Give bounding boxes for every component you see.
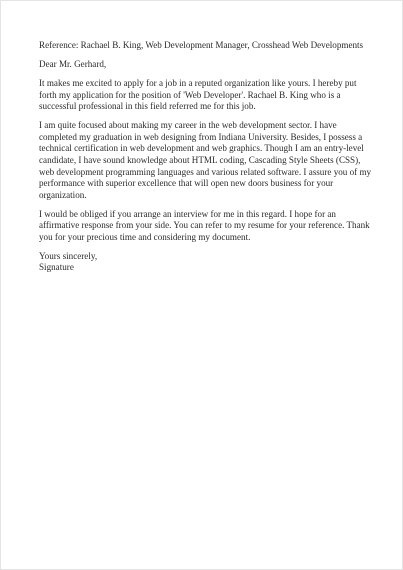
paragraph-line: affirmative response from your side. You can refer to my resume for your reference. Thank [39, 220, 370, 231]
sign-off [39, 251, 374, 274]
reference-text: Reference: Rachael B. King, Web Development Manager, Crosshead Web Developments [39, 40, 364, 50]
closing-text: Yours sincerely, [39, 250, 98, 261]
paragraph-line: forth my application for the position of 'Web Developer'. Rachael B. King who is a [39, 89, 341, 100]
letter-body [39, 40, 374, 274]
signature-text: Signature [39, 262, 74, 273]
paragraph-line: candidate, I have sound knowledge about HTML coding, Cascading Style Sheets (CSS), [39, 154, 361, 165]
salutation-text: Dear Mr. Gerhard, [39, 58, 107, 69]
paragraph-line: I am quite focused about making my career in the web development sector. I have [39, 120, 337, 131]
paragraph-line: successful professional in this field referred me for this job. [39, 101, 256, 112]
paragraph-line: technical certification in web development and web graphics. Though I am an entry-level [39, 143, 364, 154]
paragraph-line: I would be obliged if you arrange an interview for me in this regard. I hope for an [39, 208, 336, 219]
paragraph-line: you for your precious time and considering my document. [39, 231, 251, 242]
paragraph-line: organization. [39, 189, 87, 200]
salutation [39, 59, 374, 71]
paragraph-closing-request [39, 209, 374, 244]
paragraph-intro [39, 78, 374, 113]
paragraph-line: performance with superior excellence that will open new doors business for your [39, 178, 334, 189]
paragraph-qualifications [39, 120, 374, 201]
paragraph-line: It makes me excited to apply for a job in a reputed organization like yours. I hereby put [39, 77, 357, 88]
paragraph-line: completed my graduation in web designing from Indiana University. Besides, I possess a [39, 131, 363, 142]
reference-line [39, 40, 374, 52]
paragraph-line: web development programming languages and various related software. I assure you of my [39, 166, 372, 177]
